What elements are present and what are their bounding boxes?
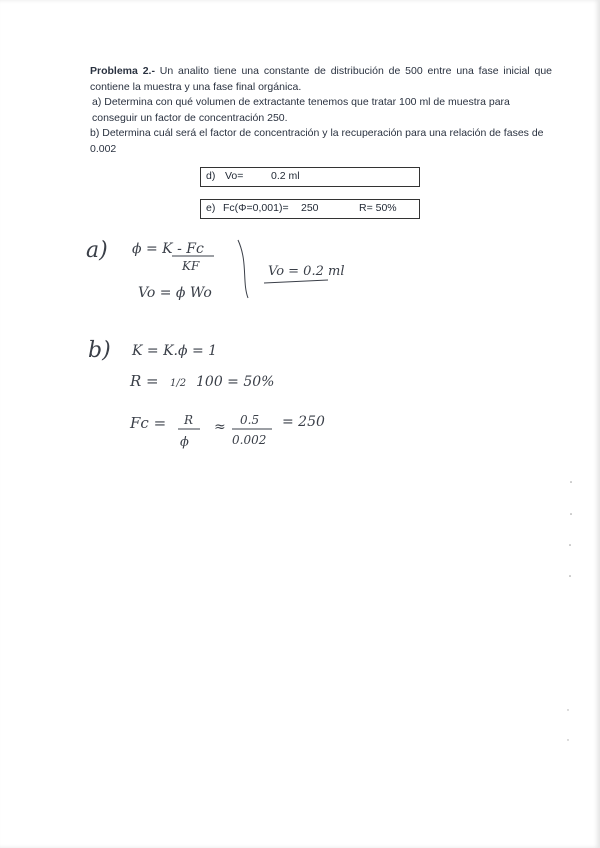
- answer-d-text: Vo=: [225, 170, 244, 182]
- part-a-text: a) Determina con qué volumen de extractante tenemos que tratar 100 ml de muestra para conseguir un factor de concentración 250.: [92, 96, 510, 124]
- scan-speck: [569, 544, 571, 546]
- answer-d-value: 0.2 ml: [271, 170, 300, 182]
- hw-b-label: b): [88, 338, 111, 363]
- answer-e-recovery: R= 50%: [359, 202, 397, 214]
- part-b-text: b) Determina cuál será el factor de concentración y la recuperación para una relación de fases de 0.002: [90, 127, 544, 155]
- hw-a-result: Vo = 0.2 ml: [268, 264, 345, 279]
- hw-a-line2: Vo = ϕ Wo: [138, 285, 212, 301]
- hw-b-line3-num: R: [184, 413, 194, 427]
- hw-b-approx: ≈: [214, 419, 226, 435]
- hw-a-line1-den: KF: [182, 259, 200, 273]
- hw-b-line3-den: ϕ: [180, 435, 189, 450]
- problem-text: Un analito tiene una constante de distribución de 500 entre una fase inicial que contiene la muestra y una fase final orgánica.: [90, 65, 552, 93]
- hw-a-line1: ϕ = K - Fc: [132, 241, 204, 257]
- hw-b-line2-post: 100 = 50%: [196, 374, 275, 390]
- hw-a-label: a): [86, 238, 108, 263]
- answer-d-label: d): [206, 170, 216, 182]
- scan-speck: [570, 513, 572, 515]
- hw-b-line3-num2: 0.5: [240, 413, 260, 427]
- hw-b-line3-post: = 250: [282, 414, 325, 430]
- scan-speck: [567, 739, 568, 740]
- answer-e-value: 250: [301, 202, 319, 214]
- answer-e-label: e): [206, 202, 216, 214]
- hw-b-line2-frac: 1/2: [170, 378, 187, 389]
- hw-b-line1: K = K.ϕ = 1: [132, 343, 218, 359]
- scan-speck: [569, 575, 571, 577]
- hw-b-line3-pre: Fc =: [130, 414, 167, 432]
- hw-b-line3-den2: 0.002: [232, 433, 267, 447]
- scan-speck: [570, 481, 572, 483]
- scan-speck: [567, 709, 568, 710]
- hw-b-line2-pre: R =: [130, 372, 159, 390]
- problem-title: Problema 2.-: [90, 65, 155, 77]
- answer-e-text: Fc(Φ=0,001)=: [223, 202, 289, 214]
